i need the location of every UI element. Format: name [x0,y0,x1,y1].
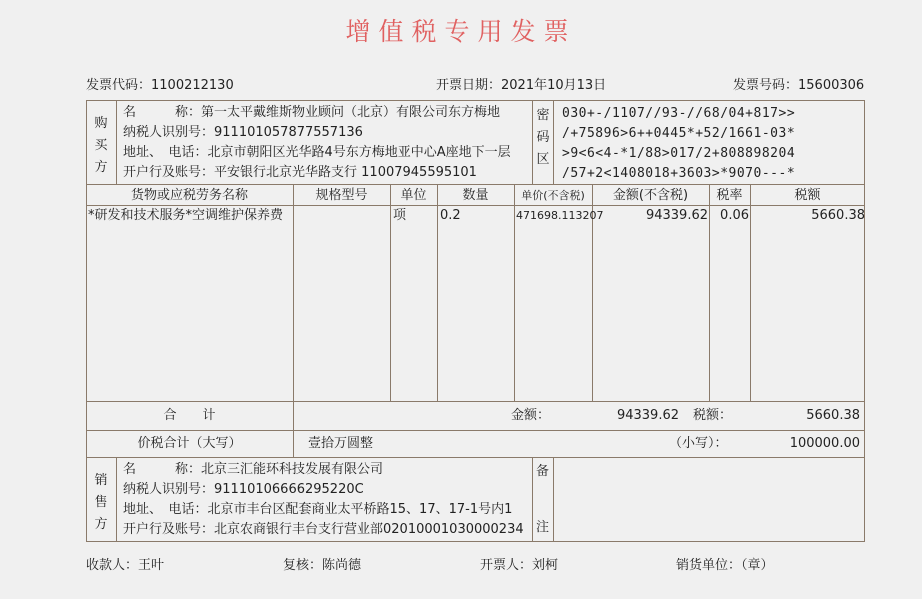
header-unit: 单位 [400,188,427,203]
buyer-address: 地址、 电话：北京市朝阳区光华路4号东方梅地亚中心A座地下一层 [123,145,511,160]
divider [553,457,554,542]
header-item-name: 货物或应税劳务名称 [130,188,248,203]
cipher-line: 030+-/1107//93-//68/04+817>> [562,106,796,121]
header-spec: 规格型号 [315,188,368,203]
cipher-line: /+75896>6++0445*+52/1661-03* [562,126,796,141]
divider [514,184,515,401]
totals-tax-label: 税额： [693,408,733,423]
totals-amount-value: 94339.62 [616,408,679,423]
cipher-side-label: 密 码 区 [536,108,550,167]
divider [532,100,533,184]
divider [437,184,438,401]
divider [553,100,554,184]
seller-tax-id: 纳税人识别号：91110106666295220C [123,482,364,497]
seller-unit-seal: 销货单位：（章） [676,558,774,573]
header-amount: 金额(不含税) [612,188,689,203]
grand-total-label: 价税合计（大写） [137,436,242,451]
item-price: 471698.113207 [516,209,604,222]
item-qty: 0.2 [440,208,461,223]
seller-name: 名 称：北京三汇能环科技发展有限公司 [123,462,384,477]
drawer: 开票人：刘柯 [480,558,559,573]
divider [532,457,533,542]
item-unit: 项 [393,208,407,223]
divider [293,401,294,457]
buyer-tax-id: 纳税人识别号：911101057877557136 [123,125,363,140]
divider [86,430,865,431]
header-qty: 数量 [462,188,489,203]
item-tax: 5660.38 [811,208,865,223]
divider [86,457,865,458]
divider [86,184,865,185]
buyer-name: 名 称：第一太平戴维斯物业顾问（北京）有限公司东方梅地 [123,105,501,120]
seller-bank: 开户行及账号：北京农商银行丰台支行营业部02010001030000234 [123,522,524,537]
divider [293,184,294,401]
divider [116,100,117,184]
invoice-code: 发票代码：1100212130 [86,78,234,93]
item-rate: 0.06 [720,208,749,223]
cipher-line: /57+2<1408018+3603>*9070---* [562,166,796,181]
totals-tax-value: 5660.38 [806,408,860,423]
buyer-side-label: 购 买 方 [94,116,108,175]
remarks-label-bottom: 注 [536,520,550,535]
cipher-line: >9<6<4-*1/88>017/2+808898204 [562,146,796,161]
grand-total-small-value: 100000.00 [789,436,860,451]
seller-side-label: 销 售 方 [94,473,108,532]
header-tax: 税额 [794,188,821,203]
seller-address: 地址、 电话：北京市丰台区配套商业太平桥路15、17、17-1号内1 [123,502,513,517]
invoice-date: 开票日期：2021年10月13日 [436,78,607,93]
divider [86,205,865,206]
buyer-bank: 开户行及账号：平安银行北京光华路支行 11007945595101 [123,165,477,180]
divider [116,457,117,542]
divider [86,401,865,402]
invoice-title: 增值税专用发票 [345,17,577,46]
reviewer: 复核：陈尚德 [283,558,362,573]
divider [390,184,391,401]
payee: 收款人：王叶 [86,558,165,573]
header-rate: 税率 [716,188,743,203]
header-price: 单价(不含税) [521,189,585,202]
totals-amount-label: 金额： [511,408,551,423]
invoice-number: 发票号码：15600306 [733,78,865,93]
grand-total-small-label: （小写）： [669,436,728,451]
item-name: *研发和技术服务*空调维护保养费 [88,208,284,223]
grand-total-words: 壹拾万圆整 [308,436,374,451]
remarks-label-top: 备 [536,464,550,479]
item-amount: 94339.62 [645,208,708,223]
totals-label: 合 计 [163,408,216,423]
